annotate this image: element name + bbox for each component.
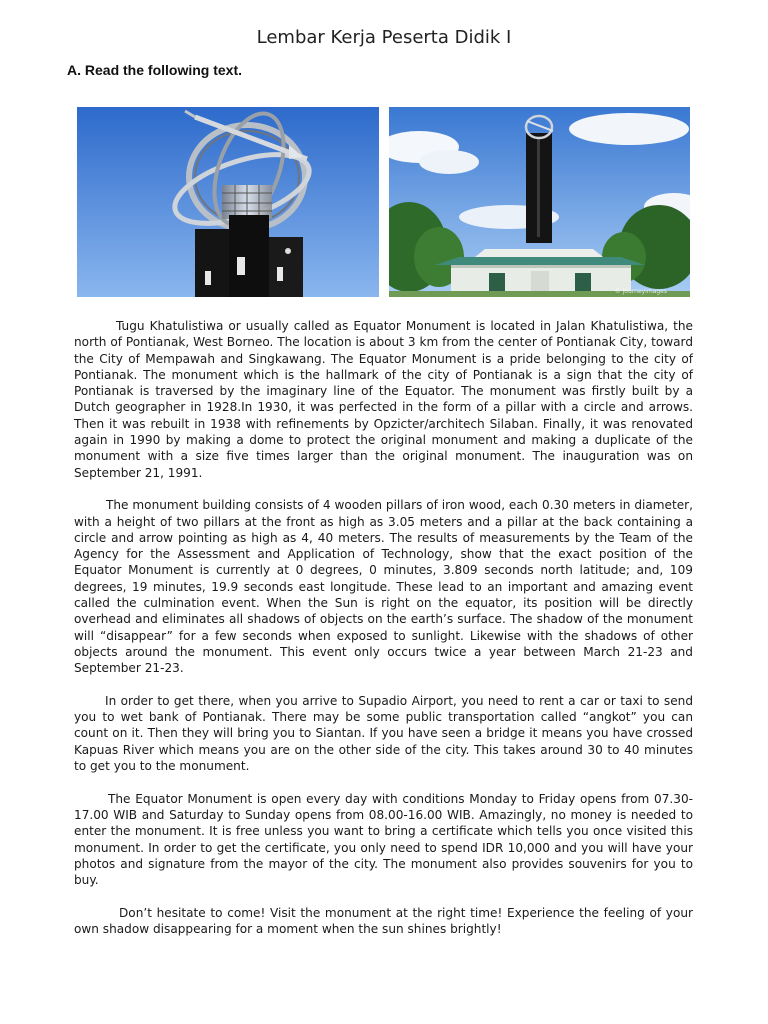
section-heading: A. Read the following text. — [67, 62, 243, 78]
paragraph: Tugu Khatulistiwa or usually called as Equator Monument is located in Jalan Khatulistiwa, the north of Pontianak, West Borneo. The location is about 3 km from the center of Pontianak City, toward the City of Mempawah and Singkawang. The Equator Monument is a pride belonging to the city of Pontianak. The monument which is the hallmark of the city of Pontianak is a sign that the city of Pontianak is traversed by the imaginary line of the Equator. The monument was firstly built by a Dutch geographer in 1928.In 1930, it was perfected in the form of a pillar with a circle and arrows. Then it was rebuilt in 1938 with refinements by Opzicter/architech Silaban. Finally, it was renovated again in 1990 by making a dome to protect the original monument and making a duplicate of the monument with a size five times larger than the original monument. The inauguration was on September 21, 1991. — [74, 319, 693, 480]
page-title: Lembar Kerja Peserta Didik I — [256, 27, 512, 48]
paragraph: Don’t hesitate to come! Visit the monument at the right time! Experience the feeling of your own shadow disappearing for a moment when the sun shines brightly! — [74, 905, 693, 936]
monument-closeup-photo — [77, 107, 379, 297]
monument-building-photo — [389, 107, 690, 297]
paragraph: In order to get there, when you arrive to Supadio Airport, you need to rent a car or taxi to send you to wet bank of Pontianak. There may be some public transportation called “angkot” you can count on it. Then they will bring you to Siantan. If you have seen a bridge it means you have crossed Kapuas River which means you are on the other side of the city. This takes around 30 to 40 minutes to get you to the monument. — [74, 693, 693, 774]
paragraph: The Equator Monument is open every day with conditions Monday to Friday opens from 07.30-17.00 WIB and Saturday to Sunday opens from 08.00-16.00 WIB. Amazingly, no money is needed to enter the monument. It is free unless you want to bring a certificate which tells you once visited this monument. In order to get the certificate, you only need to spend IDR 10,000 and you will have your photos and signature from the mayor of the city. The monument also provides souvenirs for you to buy. — [74, 791, 693, 888]
reading-text — [74, 318, 693, 954]
paragraph: The monument building consists of 4 wooden pillars of iron wood, each 0.30 meters in diameter, with a height of two pillars at the front as high as 3.05 meters and a pillar at the back containing a circle and arrow pointing as high as 4, 40 meters. The results of measurements by the Team of the Agency for the Assessment and Application of Technology, show that the exact position of the Equator Monument is currently at 0 degrees, 0 minutes, 3.809 seconds north latitude; and, 109 degrees, 19 minutes, 19.9 seconds east longitude. These lead to an important and amazing event called the culmination event. When the Sun is right on the equator, its position will be directly overhead and eliminates all shadows of objects on the earth’s surface. The shadow of the monument will “disappear” for a few seconds when exposed to sunlight. Likewise with the shadows of other objects around the monument. This event only occurs twice a year between March 21-23 and September 21-23. — [74, 498, 693, 676]
photo-watermark: © journeyimages — [614, 288, 667, 295]
